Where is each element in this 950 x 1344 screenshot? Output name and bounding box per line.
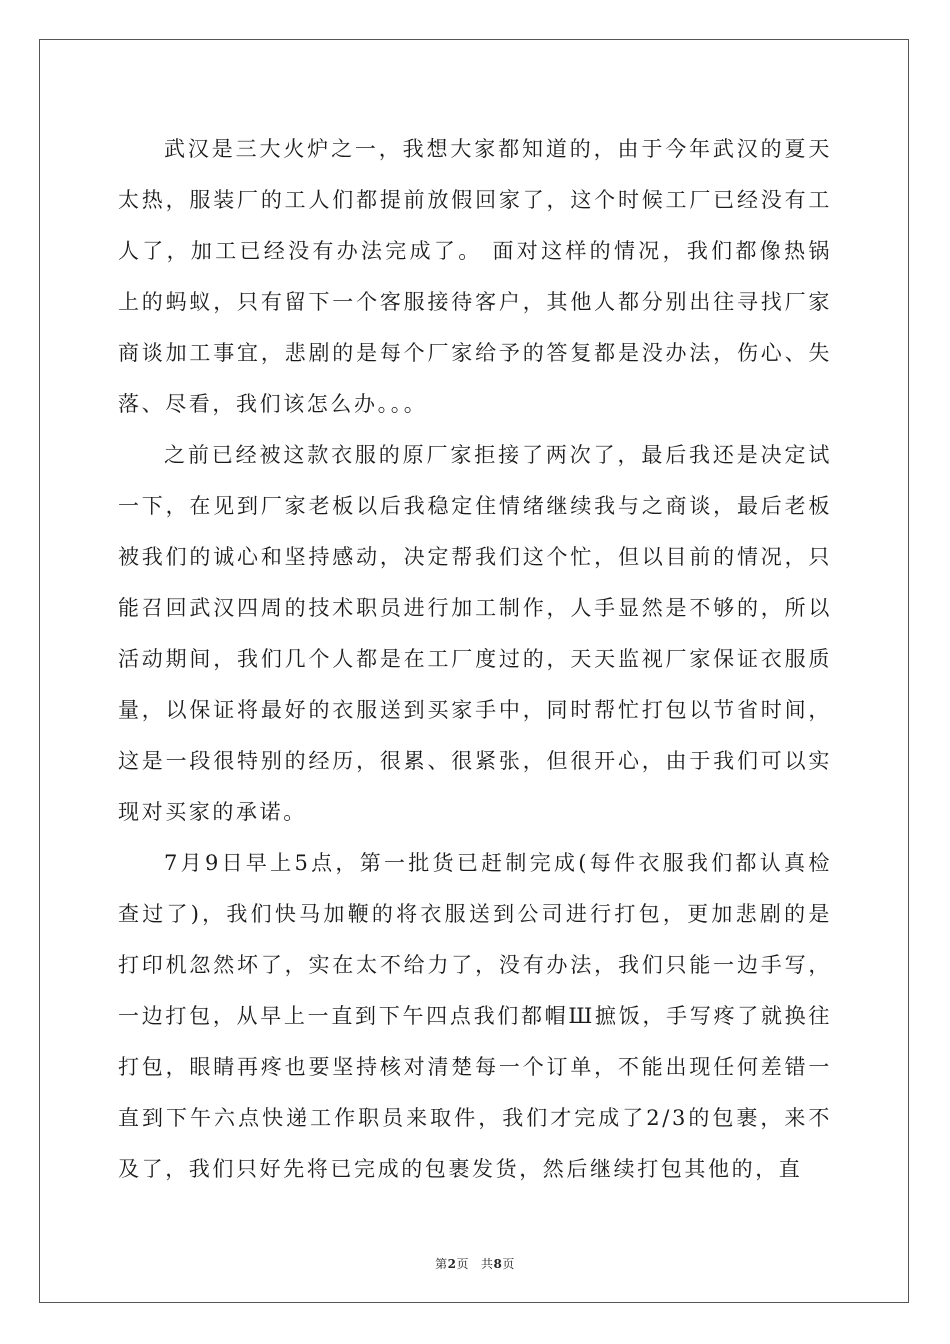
page-footer (0, 1255, 950, 1272)
page-label-suffix: 页 (456, 1257, 469, 1271)
paragraph-2: 之前已经被这款衣服的原厂家拒接了两次了，最后我还是决定试一下，在见到厂家老板以后我稳定住情绪继续我与之商谈，最后老板被我们的诚心和坚持感动，决定帮我们这个忙，但以目前的情况，只能召回武汉四周的技术职员进行加工制作，人手显然是不够的，所以活动期间，我们几个人都是在工厂度过的，天天监视厂家保证衣服质量，以保证将最好的衣服送到买家手中，同时帮忙打包以节省时间，这是一段很特别的经历，很累、很紧张，但很开心，由于我们可以实现对买家的承诺。 (118, 443, 832, 824)
paragraph-3: 7月9日早上5点，第一批货已赶制完成(每件衣服我们都认真检查过了)，我们快马加鞭的将衣服送到公司进行打包，更加悲剧的是打印机忽然坏了，实在太不给力了，没有办法，我们只能一边手写，一边打包，从早上一直到下午四点我们都帽Ш摭饭，手写疼了就换往打包，眼睛再疼也要坚持核对清楚每一个订单，不能出现任何差错一直到下午六点快递工作职员来取件，我们才完成了2/3的包裹，来不及了，我们只好先将已完成的包裹发货，然后继续打包其他的，直 (118, 851, 832, 1181)
total-pages: 8 (493, 1257, 503, 1271)
page-number: 2 (447, 1257, 457, 1271)
page-label-prefix: 第 (435, 1257, 448, 1271)
total-label-prefix: 共 (481, 1257, 494, 1271)
paragraph-1: 武汉是三大火炉之一，我想大家都知道的，由于今年武汉的夏天太热，服装厂的工人们都提前放假回家了，这个时候工厂已经没有工人了，加工已经没有办法完成了。 面对这样的情况，我们都像热锅上的蚂蚁，只有留下一个客服接待客户，其他人都分别出往寻找厂家商谈加工事宜，悲剧的是每个厂家给予的答复都是没办法，伤心、失落、尽看，我们该怎么办。。。 (118, 137, 832, 416)
total-label-suffix: 页 (502, 1257, 515, 1271)
document-body (118, 124, 832, 1195)
